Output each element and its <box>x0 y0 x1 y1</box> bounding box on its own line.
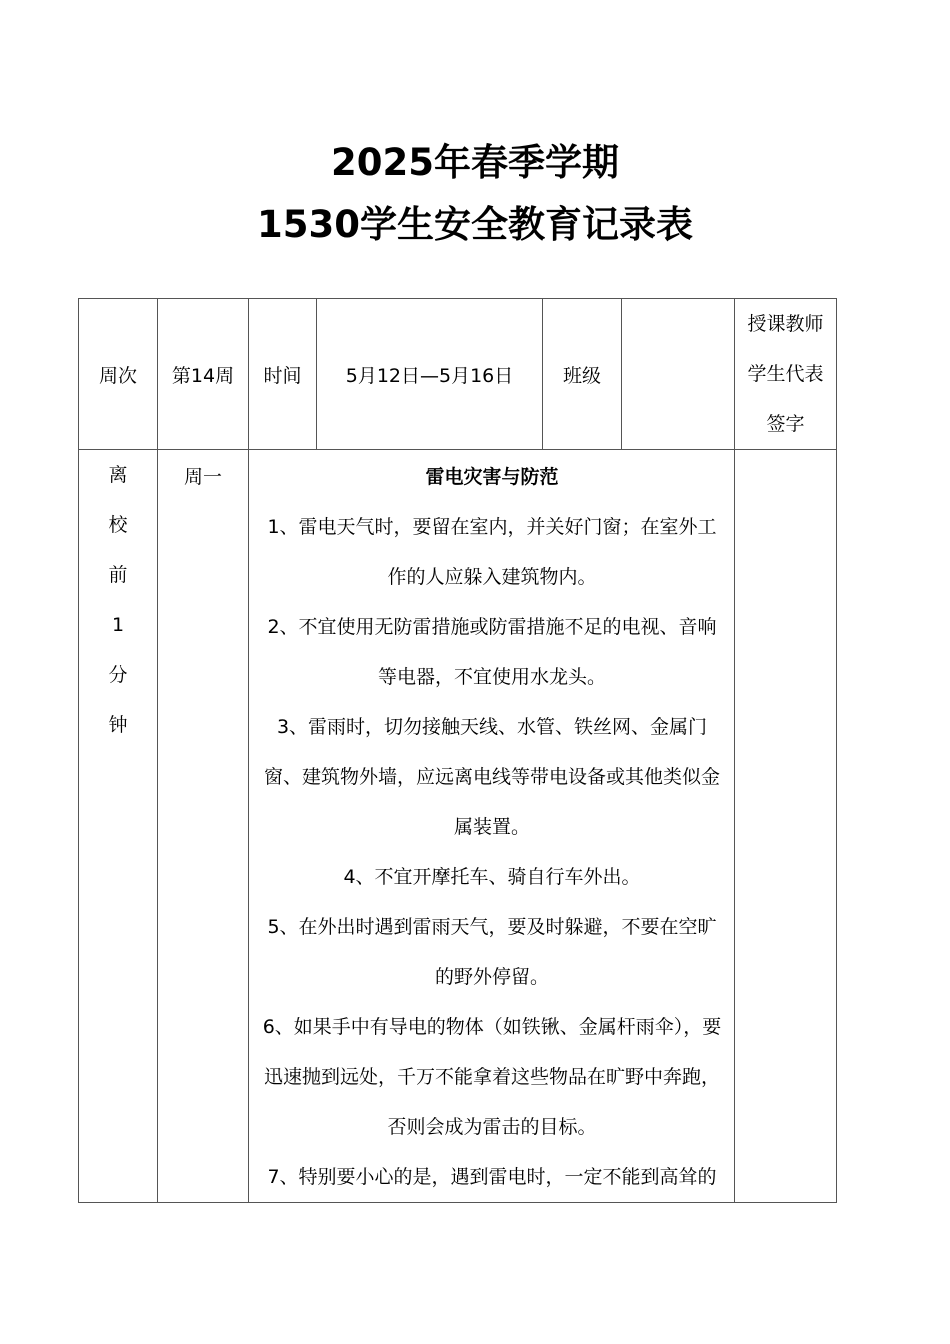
week-label: 周次 <box>79 299 158 450</box>
safety-item: 3、雷雨时，切勿接触天线、水管、铁丝网、金属门窗、建筑物外墙，应远离电线等带电设备或其他类似金属装置。 <box>263 716 720 838</box>
table-header-row <box>79 299 837 450</box>
safety-item: 4、不宜开摩托车、骑自行车外出。 <box>343 866 641 888</box>
session-heading: 雷电灾害与防范 <box>425 466 559 488</box>
safety-item: 1、雷电天气时，要留在室内，并关好门窗；在室外工作的人应躲入建筑物内。 <box>267 516 717 588</box>
session-day-cell <box>158 450 249 1203</box>
session-label-char: 离 <box>108 464 128 486</box>
safety-item: 7、特别要小心的是，遇到雷电时，一定不能到高耸的 <box>267 1166 717 1188</box>
document-title-line1: 2025年春季学期 <box>331 141 619 184</box>
session-label-char: 分 <box>108 664 128 686</box>
safety-item: 5、在外出时遇到雷雨天气，要及时躲避，不要在空旷的野外停留。 <box>267 916 717 988</box>
signature-header <box>735 299 837 450</box>
session-label <box>79 450 158 1203</box>
session-label-char: 前 <box>108 564 128 586</box>
safety-item: 6、如果手中有导电的物体（如铁锹、金属杆雨伞），要迅速抛到远处，千万不能拿着这些物品在旷野中奔跑，否则会成为雷击的目标。 <box>262 1016 722 1138</box>
signature-cell[interactable] <box>735 450 837 1203</box>
week-value: 第14周 <box>158 299 249 450</box>
session-day: 周一 <box>183 466 222 488</box>
session-label-char: 校 <box>108 514 128 536</box>
session-label-char: 钟 <box>108 714 128 736</box>
time-label: 时间 <box>249 299 317 450</box>
class-label: 班级 <box>543 299 622 450</box>
signature-header-line: 签字 <box>766 413 805 435</box>
class-value[interactable] <box>622 299 735 450</box>
session-content <box>249 450 735 1203</box>
session-row <box>79 450 837 1203</box>
signature-header-line: 授课教师 <box>747 313 824 335</box>
document-title-line2: 1530学生安全教育记录表 <box>257 203 693 246</box>
record-table <box>78 298 837 1203</box>
signature-header-line: 学生代表 <box>747 363 824 385</box>
session-label-char: 1 <box>111 614 125 636</box>
time-value: 5月12日—5月16日 <box>317 299 543 450</box>
safety-item: 2、不宜使用无防雷措施或防雷措施不足的电视、音响等电器，不宜使用水龙头。 <box>267 616 717 688</box>
